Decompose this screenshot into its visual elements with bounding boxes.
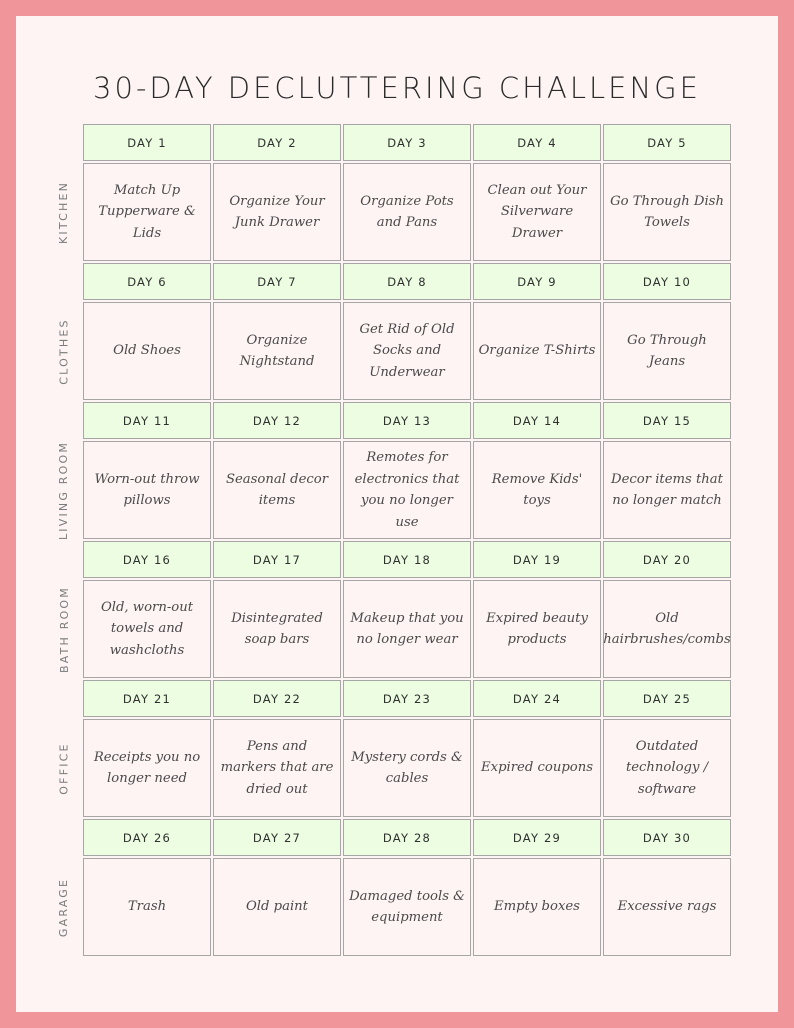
- day-header: DAY 30: [603, 819, 731, 856]
- day-header-row: [83, 819, 733, 856]
- day-header: DAY 16: [83, 541, 211, 578]
- day-header: DAY 4: [473, 124, 601, 161]
- section-label-text: LIVING ROOM: [57, 440, 71, 540]
- task-cell: Receipts you no longer need: [83, 719, 211, 817]
- section-label-text: KITCHEN: [57, 180, 71, 244]
- task-row: [83, 441, 733, 539]
- page-title: 30-DAY DECLUTTERING CHALLENGE: [93, 71, 701, 105]
- task-cell: Remove Kids' toys: [473, 441, 601, 539]
- task-cell: Get Rid of Old Socks and Underwear: [343, 302, 471, 400]
- section-label: [49, 163, 79, 261]
- task-cell: Damaged tools & equipment: [343, 858, 471, 956]
- task-cell: Disintegrated soap bars: [213, 580, 341, 678]
- section-clothes: [57, 263, 733, 402]
- task-cell: Match Up Tupperware & Lids: [83, 163, 211, 261]
- day-header: DAY 8: [343, 263, 471, 300]
- section-garage: [57, 819, 733, 958]
- day-header: DAY 6: [83, 263, 211, 300]
- day-header: DAY 13: [343, 402, 471, 439]
- day-header: DAY 25: [603, 680, 731, 717]
- day-header: DAY 19: [473, 541, 601, 578]
- day-header-row: [83, 124, 733, 161]
- task-row: [83, 580, 733, 678]
- task-cell: Old hairbrushes/combs: [603, 580, 731, 678]
- day-header-row: [83, 680, 733, 717]
- section-label: [49, 580, 79, 678]
- task-cell: Excessive rags: [603, 858, 731, 956]
- section-label-text: OFFICE: [57, 741, 71, 795]
- day-header: DAY 14: [473, 402, 601, 439]
- day-header: DAY 18: [343, 541, 471, 578]
- task-cell: Organize Pots and Pans: [343, 163, 471, 261]
- day-header: DAY 7: [213, 263, 341, 300]
- task-cell: Old Shoes: [83, 302, 211, 400]
- task-cell: Pens and markers that are dried out: [213, 719, 341, 817]
- day-header: DAY 12: [213, 402, 341, 439]
- task-cell: Decor items that no longer match: [603, 441, 731, 539]
- day-header: DAY 3: [343, 124, 471, 161]
- section-office: [57, 680, 733, 819]
- section-living-room: [57, 402, 733, 541]
- section-label-text: GARAGE: [57, 877, 71, 937]
- day-header: DAY 29: [473, 819, 601, 856]
- task-row: [83, 858, 733, 956]
- day-header-row: [83, 402, 733, 439]
- day-header: DAY 11: [83, 402, 211, 439]
- task-cell: Empty boxes: [473, 858, 601, 956]
- task-row: [83, 163, 733, 261]
- day-header: DAY 2: [213, 124, 341, 161]
- task-cell: Makeup that you no longer wear: [343, 580, 471, 678]
- task-cell: Go Through Jeans: [603, 302, 731, 400]
- task-row: [83, 302, 733, 400]
- day-header: DAY 9: [473, 263, 601, 300]
- task-cell: Clean out Your Silverware Drawer: [473, 163, 601, 261]
- section-label: [49, 441, 79, 539]
- task-cell: Outdated technology / software: [603, 719, 731, 817]
- task-cell: Go Through Dish Towels: [603, 163, 731, 261]
- day-header: DAY 24: [473, 680, 601, 717]
- section-label-text: BATH ROOM: [57, 585, 71, 673]
- task-cell: Remotes for electronics that you no longer use: [343, 441, 471, 539]
- task-cell: Expired beauty products: [473, 580, 601, 678]
- task-cell: Organize T-Shirts: [473, 302, 601, 400]
- task-cell: Mystery cords & cables: [343, 719, 471, 817]
- day-header: DAY 10: [603, 263, 731, 300]
- task-cell: Old, worn-out towels and washcloths: [83, 580, 211, 678]
- day-header: DAY 23: [343, 680, 471, 717]
- task-cell: Expired coupons: [473, 719, 601, 817]
- task-cell: Old paint: [213, 858, 341, 956]
- task-cell: Worn-out throw pillows: [83, 441, 211, 539]
- task-cell: Seasonal decor items: [213, 441, 341, 539]
- day-header-row: [83, 263, 733, 300]
- day-header: DAY 5: [603, 124, 731, 161]
- day-header: DAY 17: [213, 541, 341, 578]
- section-label: [49, 302, 79, 400]
- section-label: [49, 858, 79, 956]
- day-header: DAY 21: [83, 680, 211, 717]
- section-label: [49, 719, 79, 817]
- challenge-page: [16, 16, 778, 1012]
- day-header: DAY 20: [603, 541, 731, 578]
- day-header: DAY 22: [213, 680, 341, 717]
- day-header: DAY 15: [603, 402, 731, 439]
- section-bath-room: [57, 541, 733, 680]
- day-header: DAY 28: [343, 819, 471, 856]
- day-header: DAY 26: [83, 819, 211, 856]
- task-row: [83, 719, 733, 817]
- day-header-row: [83, 541, 733, 578]
- task-cell: Organize Nightstand: [213, 302, 341, 400]
- day-header: DAY 1: [83, 124, 211, 161]
- section-kitchen: [57, 124, 733, 263]
- section-label-text: CLOTHES: [57, 317, 71, 385]
- task-cell: Trash: [83, 858, 211, 956]
- task-cell: Organize Your Junk Drawer: [213, 163, 341, 261]
- day-header: DAY 27: [213, 819, 341, 856]
